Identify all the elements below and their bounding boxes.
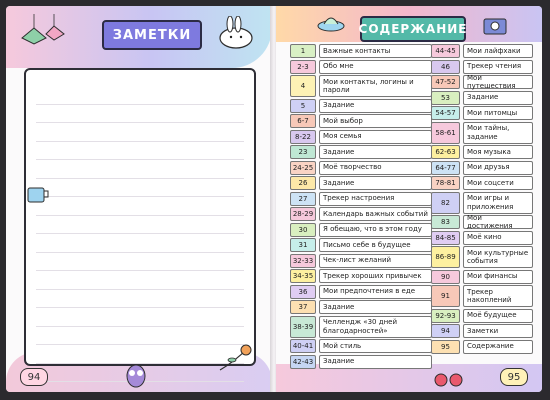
toc-entry[interactable]	[431, 161, 533, 175]
toc-page-number: 83	[431, 215, 460, 229]
toc-entry-label: Задание	[319, 176, 432, 190]
ufo-icon	[316, 12, 346, 34]
toc-page-number: 62-63	[431, 145, 460, 159]
toc-entry-label: Чек-лист желаний	[319, 254, 432, 268]
toc-entry[interactable]	[290, 355, 432, 369]
toc-page-number: 28-29	[290, 207, 316, 221]
page-number: 95	[500, 368, 528, 386]
toc-entry-label: Обо мне	[319, 60, 432, 74]
page-title: ЗАМЕТКИ	[102, 20, 202, 50]
left-page	[6, 6, 272, 392]
toc-entry[interactable]	[290, 99, 432, 113]
owl-icon	[124, 360, 148, 388]
toc-entry[interactable]	[431, 246, 533, 268]
paper-crane-icon	[20, 14, 70, 54]
toc-page-number: 8-22	[290, 130, 316, 144]
toc-entry-label: Заметки	[463, 324, 533, 338]
toc-entry-label: Мои лайфхаки	[463, 44, 533, 58]
toc-page-number: 54-57	[431, 106, 460, 120]
toc-entry[interactable]	[431, 44, 533, 58]
toc-entry-label: Мои культурные события	[463, 246, 533, 268]
toc-entry-label: Моя музыка	[463, 145, 533, 159]
toc-entry[interactable]	[431, 75, 533, 89]
toc-entry-label: Задание	[319, 300, 432, 314]
toc-entry-label: Челлендж «30 дней благодарностей»	[319, 316, 432, 338]
toc-entry[interactable]	[431, 176, 533, 190]
toc-page-number: 58-61	[431, 122, 460, 144]
toc-entry-label: Задание	[319, 145, 432, 159]
toc-entry[interactable]	[431, 91, 533, 105]
cup-icon	[26, 184, 52, 206]
toc-page-number: 94	[431, 324, 460, 338]
page-number: 94	[20, 368, 48, 386]
toc-page-number: 31	[290, 238, 316, 252]
toc-entry-label: Мои контакты, логины и пароли	[319, 75, 432, 97]
toc-entry-label: Мои тайны, задание	[463, 122, 533, 144]
toc-entry[interactable]	[431, 122, 533, 144]
toc-column-right	[431, 44, 533, 355]
toc-entry-label: Моё творчество	[319, 161, 432, 175]
notes-area[interactable]	[24, 68, 256, 366]
camera-icon	[482, 14, 508, 36]
toc-page-number: 23	[290, 145, 316, 159]
toc-entry[interactable]	[290, 176, 432, 190]
toc-entry[interactable]	[290, 339, 432, 353]
toc-page-number: 27	[290, 192, 316, 206]
toc-page-number: 47-52	[431, 75, 460, 89]
toc-entry-label: Мои финансы	[463, 270, 533, 284]
toc-entry-label: Мои достижения	[463, 215, 533, 229]
toc-entry-label: Задание	[463, 91, 533, 105]
toc-page-number: 90	[431, 270, 460, 284]
toc-entry-label: Содержание	[463, 340, 533, 354]
toc-entry[interactable]	[290, 207, 432, 221]
toc-entry[interactable]	[290, 145, 432, 159]
toc-entry[interactable]	[290, 269, 432, 283]
toc-entry[interactable]	[290, 316, 432, 338]
toc-entry-label: Календарь важных событий	[319, 207, 432, 221]
toc-entry[interactable]	[290, 254, 432, 268]
toc-entry-label: Трекер настроения	[319, 192, 432, 206]
toc-entry[interactable]	[290, 223, 432, 237]
toc-entry-label: Трекер хороших привычек	[319, 269, 432, 283]
bunny-icon	[214, 16, 260, 50]
flower-icon	[216, 342, 256, 372]
toc-entry[interactable]	[290, 238, 432, 252]
toc-page-number: 42-43	[290, 355, 316, 369]
toc-entry-label: Важные контакты	[319, 44, 432, 58]
toc-page-number: 40-41	[290, 339, 316, 353]
toc-entry-label: Трекер чтения	[463, 60, 533, 74]
toc-page-number: 53	[431, 91, 460, 105]
toc-column-left	[290, 44, 432, 370]
toc-entry-label: Мои путешествия	[463, 75, 533, 89]
toc-page-number: 38-39	[290, 316, 316, 338]
toc-page-number: 1	[290, 44, 316, 58]
toc-page-number: 6-7	[290, 114, 316, 128]
toc-entry-label: Задание	[319, 99, 432, 113]
toc-entry[interactable]	[431, 192, 533, 214]
toc-page-number: 84-85	[431, 231, 460, 245]
toc-entry-label: Моё будущее	[463, 309, 533, 323]
toc-entry-label: Письмо себе в будущее	[319, 238, 432, 252]
toc-page-number: 24-25	[290, 161, 316, 175]
toc-page-number: 34-35	[290, 269, 316, 283]
toc-entry[interactable]	[431, 324, 533, 338]
toc-entry[interactable]	[290, 114, 432, 128]
toc-title: СОДЕРЖАНИЕ	[360, 16, 466, 42]
toc-entry[interactable]	[290, 285, 432, 299]
toc-entry[interactable]	[431, 145, 533, 159]
toc-entry[interactable]	[290, 300, 432, 314]
toc-entry[interactable]	[431, 340, 533, 354]
toc-page-number: 2-3	[290, 60, 316, 74]
toc-page-number: 86-89	[431, 246, 460, 268]
toc-entry-label: Мой стиль	[319, 339, 432, 353]
toc-entry-label: Моя семья	[319, 130, 432, 144]
toc-page-number: 44-45	[431, 44, 460, 58]
toc-page-number: 30	[290, 223, 316, 237]
toc-entry[interactable]	[431, 309, 533, 323]
toc-entry-label: Я обещаю, что в этом году	[319, 223, 432, 237]
toc-page-number: 5	[290, 99, 316, 113]
toc-page-number: 26	[290, 176, 316, 190]
toc-entry[interactable]	[290, 161, 432, 175]
toc-entry-label: Задание	[319, 355, 432, 369]
toc-page-number: 37	[290, 300, 316, 314]
toc-entry-label: Мои друзья	[463, 161, 533, 175]
toc-entry-label: Мои игры и приложения	[463, 192, 533, 214]
toc-page-number: 32-33	[290, 254, 316, 268]
toc-page-number: 4	[290, 75, 316, 97]
toc-page-number: 78-81	[431, 176, 460, 190]
toc-entry[interactable]	[290, 75, 432, 97]
toc-page-number: 91	[431, 285, 460, 307]
toc-entry[interactable]	[290, 192, 432, 206]
toc-entry-label: Мои соцсети	[463, 176, 533, 190]
toc-entry[interactable]	[290, 60, 432, 74]
toc-entry[interactable]	[431, 270, 533, 284]
toc-page-number: 92-93	[431, 309, 460, 323]
toc-entry[interactable]	[431, 231, 533, 245]
right-page	[276, 6, 542, 392]
toc-entry[interactable]	[431, 60, 533, 74]
toc-page-number: 64-77	[431, 161, 460, 175]
toc-entry[interactable]	[431, 285, 533, 307]
toc-entry-label: Мой выбор	[319, 114, 432, 128]
toc-entry[interactable]	[290, 130, 432, 144]
toc-page-number: 95	[431, 340, 460, 354]
toc-entry[interactable]	[431, 106, 533, 120]
toc-entry-label: Мои предпочтения в еде	[319, 285, 432, 299]
toc-page-number: 46	[431, 60, 460, 74]
toc-entry[interactable]	[431, 215, 533, 229]
toc-entry-label: Мои питомцы	[463, 106, 533, 120]
strawberry-icon	[432, 370, 468, 388]
toc-entry[interactable]	[290, 44, 432, 58]
note-lines	[36, 86, 244, 354]
toc-page-number: 36	[290, 285, 316, 299]
toc-entry-label: Трекер накоплений	[463, 285, 533, 307]
toc-entry-label: Моё кино	[463, 231, 533, 245]
toc-page-number: 82	[431, 192, 460, 214]
